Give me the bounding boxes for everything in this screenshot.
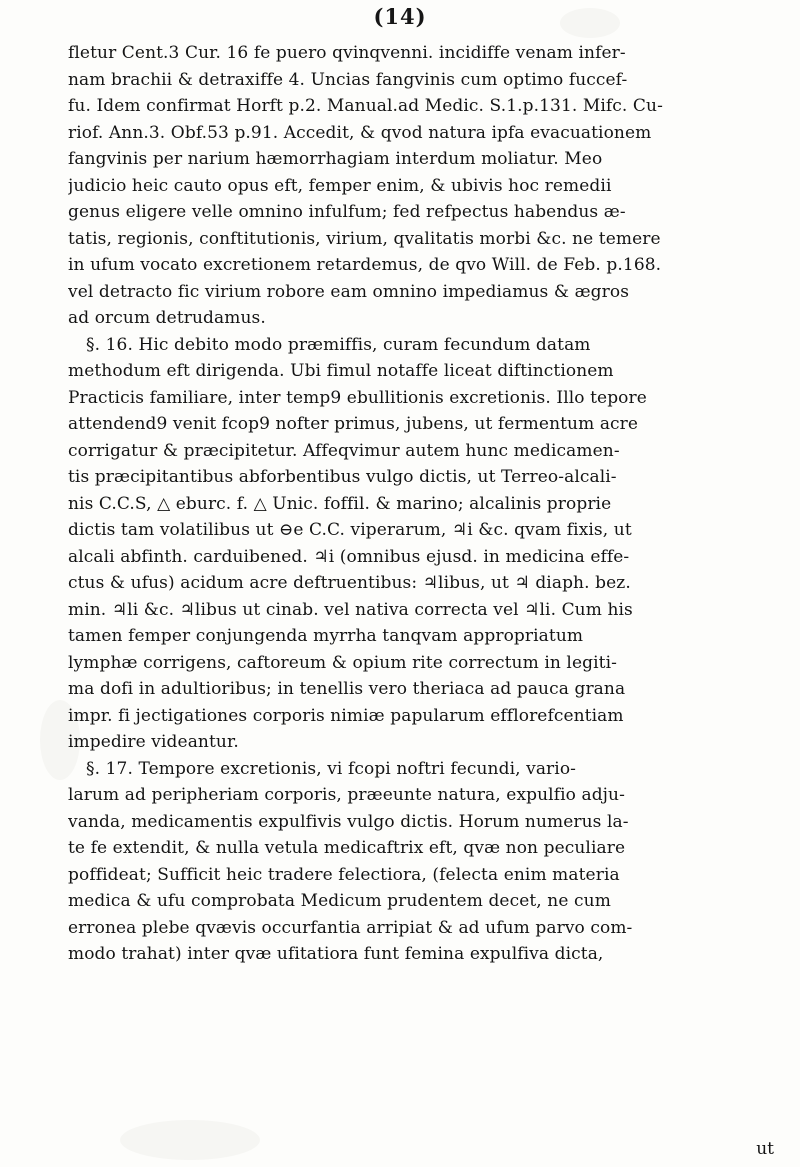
text-line: medica & ufu comprobata Medicum prudentem decet, ne cum [68, 891, 611, 911]
text-line: attendend9 venit fcop9 nofter primus, jubens, ut fermentum acre [68, 414, 639, 434]
text-line: tis præcipitantibus abforbentibus vulgo dictis, ut Terreo-alcali- [68, 467, 617, 487]
text-line: in ufum vocato excretionem retardemus, de qvo Will. de Feb. p.168. [68, 255, 662, 275]
text-line: tamen femper conjungenda myrrha tanqvam appropriatum [68, 626, 584, 646]
catchword: ut [756, 1139, 774, 1159]
paragraph-start-line: §. 16. Hic debito modo præmiffis, curam fecundum datam [86, 334, 591, 355]
text-line: impr. fi jectigationes corporis nimiæ papularum efflorefcentiam [68, 705, 624, 726]
text-line: fu. Idem confirmat Horft p.2. Manual.ad Medic. S.1.p.131. Mifc. Cu- [68, 96, 663, 116]
page-header [0, 4, 800, 38]
text-line: ma dofi in adultioribus; in tenellis vero theriaca ad pauca grana [68, 679, 626, 699]
text-line: erronea plebe qvævis occurfantia arripiat & ad ufum parvo com- [68, 917, 633, 938]
text-line: nis C.C.S, △ eburc. f. △ Unic. foffil. & marino; alcalinis proprie [68, 493, 612, 514]
text-line: vanda, medicamentis expulfivis vulgo dictis. Horum numerus la- [68, 811, 629, 832]
text-line: nam brachii & detraxiffe 4. Uncias fangvinis cum optimo fuccef- [68, 69, 628, 90]
text-line: riof. Ann.3. Obf.53 p.91. Accedit, & qvod natura ipfa evacuationem [68, 122, 652, 143]
text-line: dictis tam volatilibus ut ⊖e C.C. viperarum, ♃i &c. qvam fixis, ut [68, 520, 632, 540]
text-line: methodum eft dirigenda. Ubi fimul notaffe liceat diftinctionem [68, 361, 614, 381]
text-line: genus eligere velle omnino infulfum; fed refpectus habendus æ- [68, 202, 626, 222]
page-number: (14) [373, 4, 427, 29]
text-line: impedire videantur. [68, 732, 239, 752]
text-line: alcali abfinth. carduibened. ♃i (omnibus ejusd. in medicina effe- [68, 546, 630, 567]
text-line: min. ♃li &c. ♃libus ut cinab. vel nativa correcta vel ♃li. Cum his [68, 599, 633, 620]
text-line: judicio heic cauto opus eft, femper enim, & ubivis hoc remedii [68, 175, 612, 196]
paragraph-start-line: §. 17. Tempore excretionis, vi fcopi noftri fecundi, vario- [86, 758, 577, 779]
text-line: Practicis familiare, inter temp9 ebullitionis excretionis. Illo tepore [68, 387, 647, 408]
text-line: modo trahat) inter qvæ ufitatiora funt femina expulfiva dicta, [68, 944, 604, 964]
text-line: te fe extendit, & nulla vetula medicaftrix eft, qvæ non peculiare [68, 838, 626, 858]
text-line: lymphæ corrigens, caftoreum & opium rite correctum in legiti- [68, 652, 617, 673]
text-line: tatis, regionis, conftitutionis, virium, qvalitatis morbi &c. ne temere [68, 228, 661, 249]
text-line: poffideat; Sufficit heic tradere felectiora, (felecta enim materia [68, 864, 620, 885]
text-line: ctus & ufus) acidum acre deftruentibus: ♃libus, ut ♃ diaph. bez. [68, 573, 631, 593]
text-line: ad orcum detrudamus. [68, 308, 266, 328]
body-text [68, 40, 768, 1162]
text-line: corrigatur & præcipitetur. Affeqvimur autem hunc medicamen- [68, 440, 620, 461]
text-line: larum ad peripheriam corporis, præeunte natura, expulfio adju- [68, 785, 625, 805]
text-line: vel detracto fic virium robore eam omnino impediamus & ægros [68, 281, 630, 302]
text-line: fletur Cent.3 Cur. 16 fe puero qvinqvenni. incidiffe venam infer- [68, 43, 626, 63]
text-line: fangvinis per narium hæmorrhagiam interdum moliatur. Meo [68, 149, 603, 169]
